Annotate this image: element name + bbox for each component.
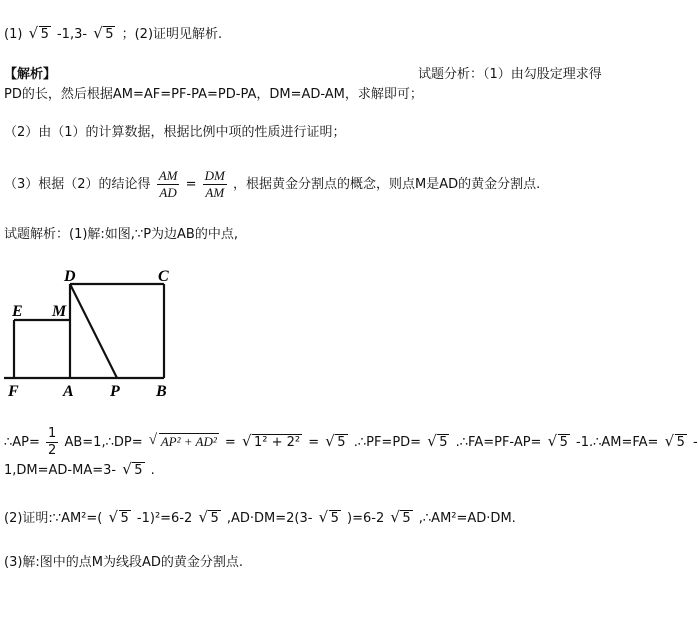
- answer-part1-label: (1): [4, 27, 23, 42]
- label-b: B: [156, 383, 167, 400]
- fraction-half: $\frac{1}{2}$: [48, 426, 57, 458]
- calc-line: 1,DM=AD-MA=3- √ 5 .: [4, 462, 155, 480]
- sqrt-ap2-ad2: √ AP² + AD²: [149, 433, 219, 451]
- sqrt-5: √ 5: [319, 510, 341, 528]
- fraction-am-ad: $\frac{AM}{AD}$: [158, 168, 178, 200]
- analysis-line: （3）根据（2）的结论得 $\frac{AM}{AD}$ = $\frac{DM}{AM}$ ，根据黄金分割点的概念，则点M是AD的黄金分割点.: [4, 168, 541, 200]
- label-a: A: [63, 383, 74, 400]
- label-d: D: [64, 268, 76, 285]
- sqrt-5: √ 5: [665, 434, 687, 452]
- answer-line: [4, 26, 222, 44]
- geometry-figure: [0, 260, 200, 400]
- proof-line: (2)证明:∵AM²=( √ 5 -1)²=6-2 √ 5 ,AD·DM=2(3- √ 5 )=6-2 √ 5 ,∴AM²=AD·DM.: [4, 510, 516, 528]
- analysis-intro: 试题分析：（1）由勾股定理求得: [418, 67, 602, 82]
- calc-line: ∴AP= $\frac{1}{2}$ AB=1,∴DP= √ AP² + AD² = √ 1² + 2² = √ 5 .∴PF=PD= √ 5 .∴FA=PF-AP= √ 5 -1.∴AM=FA= √ 5 -: [4, 426, 698, 459]
- analysis-line: （2）由（1）的计算数据，根据比例中项的性质进行证明；: [4, 125, 346, 140]
- sqrt-5: √ 5: [427, 434, 449, 452]
- sqrt-5: √ 5: [198, 510, 220, 528]
- sqrt-5: √ 5: [93, 26, 115, 44]
- analysis-line: PD的长，然后根据AM=AF=PF-PA=PD-PA，DM=AD-AM，求解即可；: [4, 87, 423, 102]
- sqrt-5: √ 5: [390, 510, 412, 528]
- fraction-dm-am: $\frac{DM}{AM}$: [204, 168, 225, 200]
- solution-intro: 试题解析：(1)解:如图,∵P为边AB的中点,: [4, 227, 238, 242]
- sqrt-5: √ 5: [325, 434, 347, 452]
- sqrt-5: √ 5: [29, 26, 51, 44]
- part3-line: (3)解:图中的点M为线段AD的黄金分割点.: [4, 555, 244, 570]
- sqrt-5: √ 5: [109, 510, 131, 528]
- sqrt-5: √ 5: [122, 462, 144, 480]
- sqrt-1-4: √ 1² + 2²: [242, 434, 302, 452]
- answer-text: -1,3-: [56, 27, 88, 42]
- label-c: C: [158, 268, 169, 285]
- line-dp: [70, 284, 117, 378]
- label-p: P: [110, 383, 120, 400]
- label-m: M: [52, 303, 67, 320]
- sqrt-5: √ 5: [548, 434, 570, 452]
- label-e: E: [12, 303, 23, 320]
- label-f: F: [8, 383, 19, 400]
- answer-text: ；(2)证明见解析.: [121, 27, 223, 42]
- analysis-header: 【解析】: [4, 67, 57, 82]
